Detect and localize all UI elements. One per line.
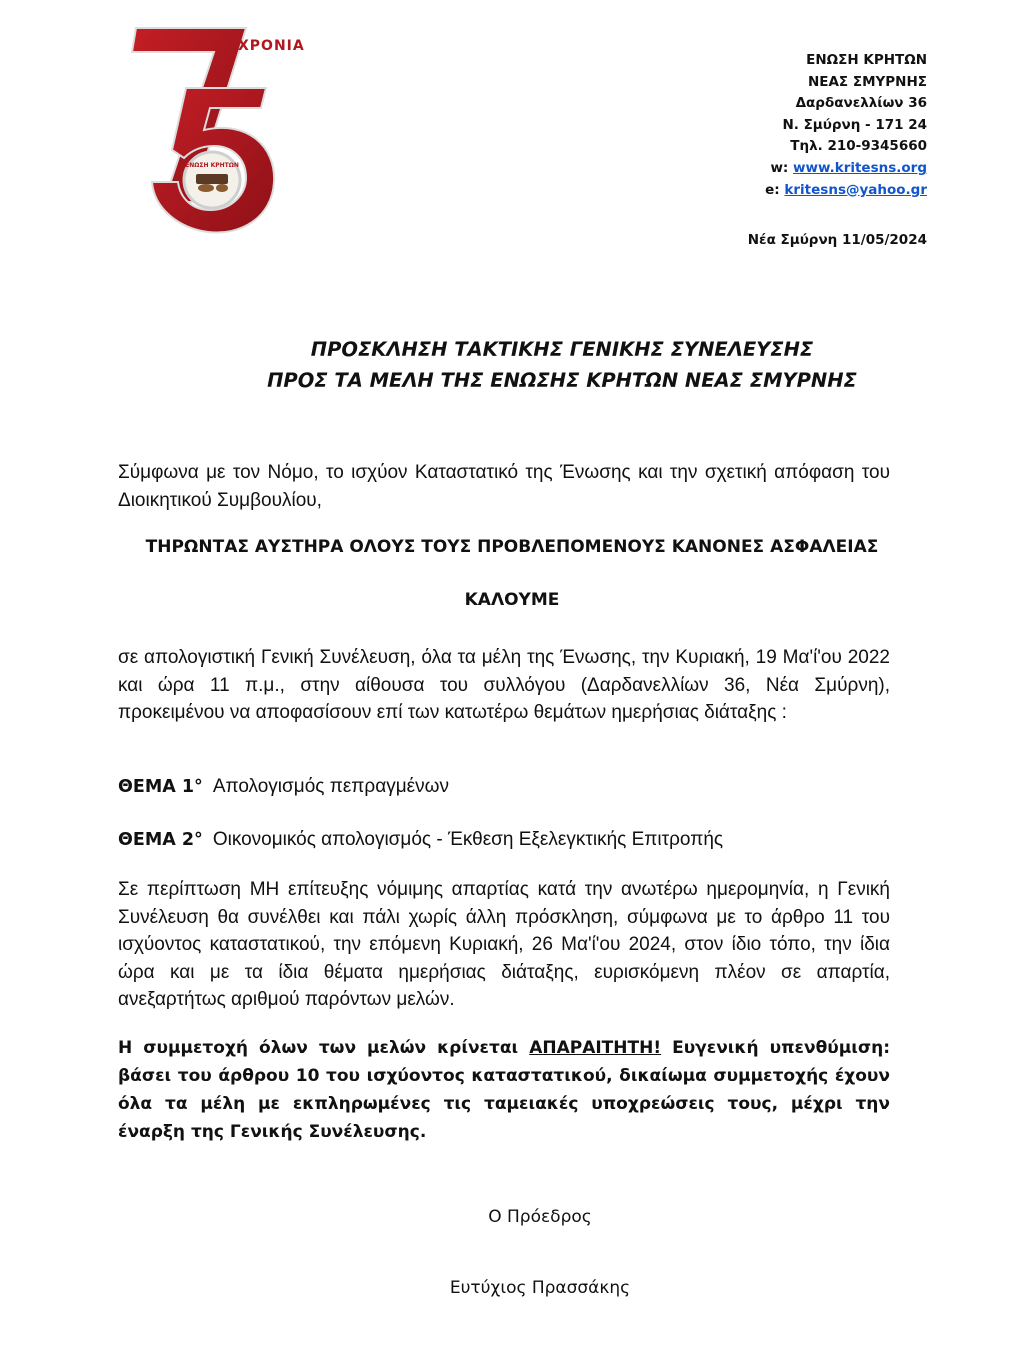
topic-2-label: ΘΕΜΑ 2° [118,830,203,850]
title-line1: ΠΡΟΣΚΛΗΣΗ ΤΑΚΤΙΚΗΣ ΓΕΝΙΚΗΣ ΣΥΝΕΛΕΥΣΗΣ [310,338,814,361]
website-row [765,158,927,180]
website-prefix: w: [770,159,794,176]
call-heading: ΚΑΛΟΥΜΕ [464,590,560,610]
notice-part2: Ευγενική υπενθύμιση: βάσει του άρθρου 10 του ισχύοντος καταστατικού, δικαίωμα συμμετοχής έχουν όλα τα μέλη με εκπληρωμένες τις ταμειακές υποχρεώσεις τους, μέχρι την έναρξη της Γενικής Συνέλευσης. [118,1038,891,1142]
agenda-topic-2 [118,829,723,851]
website-link[interactable]: www.kritesns.org [793,159,927,176]
notice-emphasis: ΑΠΑΡΑΙΤΗΤΗ! [529,1038,662,1058]
title-line2: ΠΡΟΣ ΤΑ ΜΕΛΗ ΤΗΣ ΕΝΩΣΗΣ ΚΡΗΤΩΝ ΝΕΑΣ ΣΜΥΡΝΗΣ [267,369,857,392]
svg-text:ΕΝΩΣΗ ΚΡΗΤΩΝ: ΕΝΩΣΗ ΚΡΗΤΩΝ [185,162,239,169]
signature-role: Ο Πρόεδρος [488,1207,592,1227]
invitation-paragraph: σε απολογιστική Γενική Συνέλευση, όλα τα μέλη της Ένωσης, την Κυριακή, 19 Μα'ί'ου 2022 και ώρα 11 π.μ., στην αίθουσα του συλλόγου (Δαρδανελλίων 36, Νέα Σμύρνη), προκειμένου να αποφασίσουν επί των κατωτέρω θεμάτων ημερήσιας διάταξης : [118,647,890,723]
phone: Τηλ. 210-9345660 [790,138,927,155]
org-name-line1: ΕΝΩΣΗ ΚΡΗΤΩΝ [806,52,927,68]
org-name-line2: ΝΕΑΣ ΣΜΥΡΝΗΣ [807,73,927,90]
safety-notice: ΤΗΡΩΝΤΑΣ ΑΥΣΤΗΡΑ ΟΛΟΥΣ ΤΟΥΣ ΠΡΟΒΛΕΠΟΜΕΝΟΥΣ ΚΑΝΟΝΕΣ ΑΣΦΑΛΕΙΑΣ [145,537,879,557]
anniversary-logo [128,22,278,237]
signature-name: Ευτύχιος Πρασσάκης [449,1278,631,1298]
quorum-paragraph: Σε περίπτωση ΜΗ επίτευξης νόμιμης απαρτίας κατά την ανωτέρω ημερομηνία, η Γενική Συνέλευση θα συνέλθει και πάλι χωρίς άλλη πρόσκληση, σύμφωνα με το άρθρο 11 του ισχύοντος καταστατικού, την επόμενη Κυριακή, 26 Μα'ί'ου 2024, στον ίδιο τόπο, την ίδια ώρα και με τα ίδια θέματα ημερήσιας διάταξης, ευρισκόμενη πλέον σε απαρτία, ανεξαρτήτως αριθμού παρόντων μελών. [118,879,890,1010]
document-date: Νέα Σμύρνη 11/05/2024 [747,232,927,248]
email-row [765,180,927,202]
address: Δαρδανελλίων 36 [795,95,927,112]
email-link[interactable]: kritesns@yahoo.gr [784,181,927,198]
agenda-topic-1 [118,776,449,798]
email-prefix: e: [765,181,785,198]
notice-part1: Η συμμετοχή όλων των μελών κρίνεται [118,1038,530,1058]
intro-paragraph: Σύμφωνα με τον Νόμο, το ισχύον Καταστατικό της Ένωσης και την σχετική απόφαση του Διοικητικού Συμβουλίου, [118,462,890,511]
contact-block [765,50,927,201]
logo-years-label: ΧΡΟΝΙΑ [238,38,305,54]
topic-2-text: Οικονομικός απολογισμός - Έκθεση Εξελεγκτικής Επιτροπής [212,829,724,850]
topic-1-label: ΘΕΜΑ 1° [118,777,203,797]
city-postcode: Ν. Σμύρνη - 171 24 [782,116,927,133]
topic-1-text: Απολογισμός πεπραγμένων [212,776,449,797]
participation-notice [118,1034,890,1146]
